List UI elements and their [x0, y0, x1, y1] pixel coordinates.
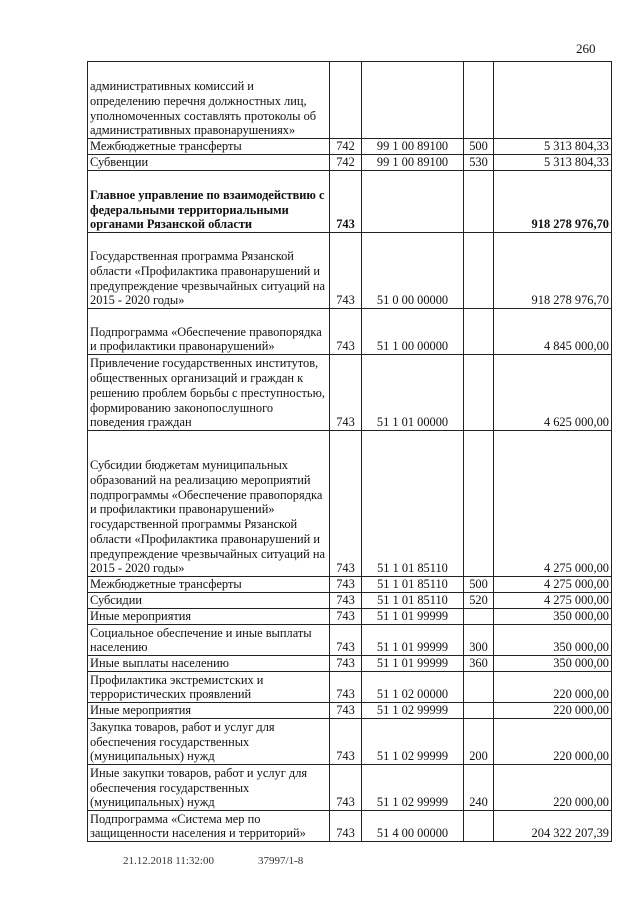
row-code: 742 [330, 139, 362, 155]
row-code: 743 [330, 765, 362, 811]
row-vr: 530 [464, 155, 494, 171]
row-amount: 350 000,00 [494, 609, 612, 625]
table-row [88, 656, 612, 672]
table-row [88, 155, 612, 171]
row-vr: 500 [464, 577, 494, 593]
row-amount: 918 278 976,70 [494, 233, 612, 309]
row-csr: 51 4 00 00000 [362, 811, 464, 842]
row-vr: 520 [464, 593, 494, 609]
row-csr: 51 1 00 00000 [362, 309, 464, 355]
table-row [88, 577, 612, 593]
row-csr: 51 1 01 99999 [362, 625, 464, 656]
row-name: Межбюджетные трансферты [88, 139, 330, 155]
row-csr [362, 62, 464, 139]
row-vr [464, 355, 494, 431]
row-name: Подпрограмма «Обеспечение правопорядка и профилактики правонарушений» [88, 309, 330, 355]
row-amount: 204 322 207,39 [494, 811, 612, 842]
table-row [88, 139, 612, 155]
row-vr: 200 [464, 719, 494, 765]
row-code: 743 [330, 609, 362, 625]
table-row [88, 719, 612, 765]
row-name: Привлечение государственных институтов, общественных организаций и граждан к решению проблем борьбы с преступностью, формированию законопослушного поведения граждан [88, 355, 330, 431]
row-vr: 240 [464, 765, 494, 811]
page-number: 260 [576, 41, 596, 56]
row-name: Межбюджетные трансферты [88, 577, 330, 593]
table-row [88, 625, 612, 656]
row-csr: 51 1 02 99999 [362, 765, 464, 811]
row-vr [464, 171, 494, 233]
row-code: 743 [330, 309, 362, 355]
table-row [88, 171, 612, 233]
row-csr: 99 1 00 89100 [362, 139, 464, 155]
row-amount [494, 62, 612, 139]
row-csr: 51 1 01 85110 [362, 431, 464, 577]
row-amount: 4 275 000,00 [494, 593, 612, 609]
row-amount: 918 278 976,70 [494, 171, 612, 233]
table-row [88, 431, 612, 577]
row-csr: 51 1 02 00000 [362, 672, 464, 703]
row-code: 743 [330, 355, 362, 431]
row-name: административных комиссий и определению перечня должностных лиц, уполномоченных составлять протоколы об административных правонарушениях» [88, 62, 330, 139]
row-amount: 5 313 804,33 [494, 155, 612, 171]
row-vr [464, 233, 494, 309]
row-vr: 360 [464, 656, 494, 672]
row-csr: 51 1 01 85110 [362, 593, 464, 609]
row-vr [464, 309, 494, 355]
row-vr: 500 [464, 139, 494, 155]
row-code: 743 [330, 431, 362, 577]
footer-date: 21.12.2018 11:32:00 [123, 855, 214, 867]
row-name: Субвенции [88, 155, 330, 171]
row-code: 743 [330, 577, 362, 593]
budget-table-body [88, 62, 612, 842]
row-name: Социальное обеспечение и иные выплаты населению [88, 625, 330, 656]
row-code: 743 [330, 719, 362, 765]
row-amount: 350 000,00 [494, 656, 612, 672]
row-code: 742 [330, 155, 362, 171]
table-row [88, 703, 612, 719]
row-amount: 4 625 000,00 [494, 355, 612, 431]
row-code [330, 62, 362, 139]
row-name: Иные выплаты населению [88, 656, 330, 672]
row-name: Субсидии бюджетам муниципальных образований на реализацию мероприятий подпрограммы «Обеспечение правопорядка и профилактики правонарушений» государственной программы Рязанской области «Профилактика правонарушений и предупреждение чрезвычайных ситуаций на 2015 - 2020 годы» [88, 431, 330, 577]
row-vr [464, 672, 494, 703]
table-row [88, 811, 612, 842]
row-csr: 51 1 02 99999 [362, 719, 464, 765]
row-code: 743 [330, 233, 362, 309]
row-vr [464, 431, 494, 577]
row-csr [362, 171, 464, 233]
row-name: Субсидии [88, 593, 330, 609]
row-name: Подпрограмма «Система мер по защищенности населения и территорий» [88, 811, 330, 842]
row-amount: 220 000,00 [494, 703, 612, 719]
row-csr: 51 1 01 00000 [362, 355, 464, 431]
table-row [88, 233, 612, 309]
row-vr [464, 62, 494, 139]
row-vr: 300 [464, 625, 494, 656]
row-vr [464, 703, 494, 719]
row-code: 743 [330, 811, 362, 842]
table-row [88, 609, 612, 625]
row-csr: 99 1 00 89100 [362, 155, 464, 171]
row-code: 743 [330, 593, 362, 609]
row-name: Иные закупки товаров, работ и услуг для обеспечения государственных (муниципальных) нужд [88, 765, 330, 811]
table-row [88, 62, 612, 139]
footer-doc-id: 37997/1-8 [258, 855, 304, 867]
table-row [88, 765, 612, 811]
row-code: 743 [330, 656, 362, 672]
budget-table [87, 61, 612, 842]
row-code: 743 [330, 625, 362, 656]
table-row [88, 309, 612, 355]
row-code: 743 [330, 171, 362, 233]
row-name: Иные мероприятия [88, 703, 330, 719]
row-amount: 4 275 000,00 [494, 577, 612, 593]
row-csr: 51 1 01 99999 [362, 609, 464, 625]
row-amount: 220 000,00 [494, 672, 612, 703]
row-csr: 51 1 01 99999 [362, 656, 464, 672]
row-amount: 220 000,00 [494, 719, 612, 765]
row-amount: 5 313 804,33 [494, 139, 612, 155]
row-name: Закупка товаров, работ и услуг для обеспечения государственных (муниципальных) нужд [88, 719, 330, 765]
row-vr [464, 609, 494, 625]
row-csr: 51 1 02 99999 [362, 703, 464, 719]
row-csr: 51 0 00 00000 [362, 233, 464, 309]
row-amount: 220 000,00 [494, 765, 612, 811]
row-name: Главное управление по взаимодействию с федеральными территориальными органами Рязанской области [88, 171, 330, 233]
row-amount: 4 275 000,00 [494, 431, 612, 577]
row-amount: 4 845 000,00 [494, 309, 612, 355]
row-csr: 51 1 01 85110 [362, 577, 464, 593]
row-code: 743 [330, 703, 362, 719]
row-code: 743 [330, 672, 362, 703]
row-name: Профилактика экстремистских и террористических проявлений [88, 672, 330, 703]
table-row [88, 355, 612, 431]
table-row [88, 672, 612, 703]
row-name: Государственная программа Рязанской области «Профилактика правонарушений и предупреждение чрезвычайных ситуаций на 2015 - 2020 годы» [88, 233, 330, 309]
table-row [88, 593, 612, 609]
row-amount: 350 000,00 [494, 625, 612, 656]
row-name: Иные мероприятия [88, 609, 330, 625]
row-vr [464, 811, 494, 842]
